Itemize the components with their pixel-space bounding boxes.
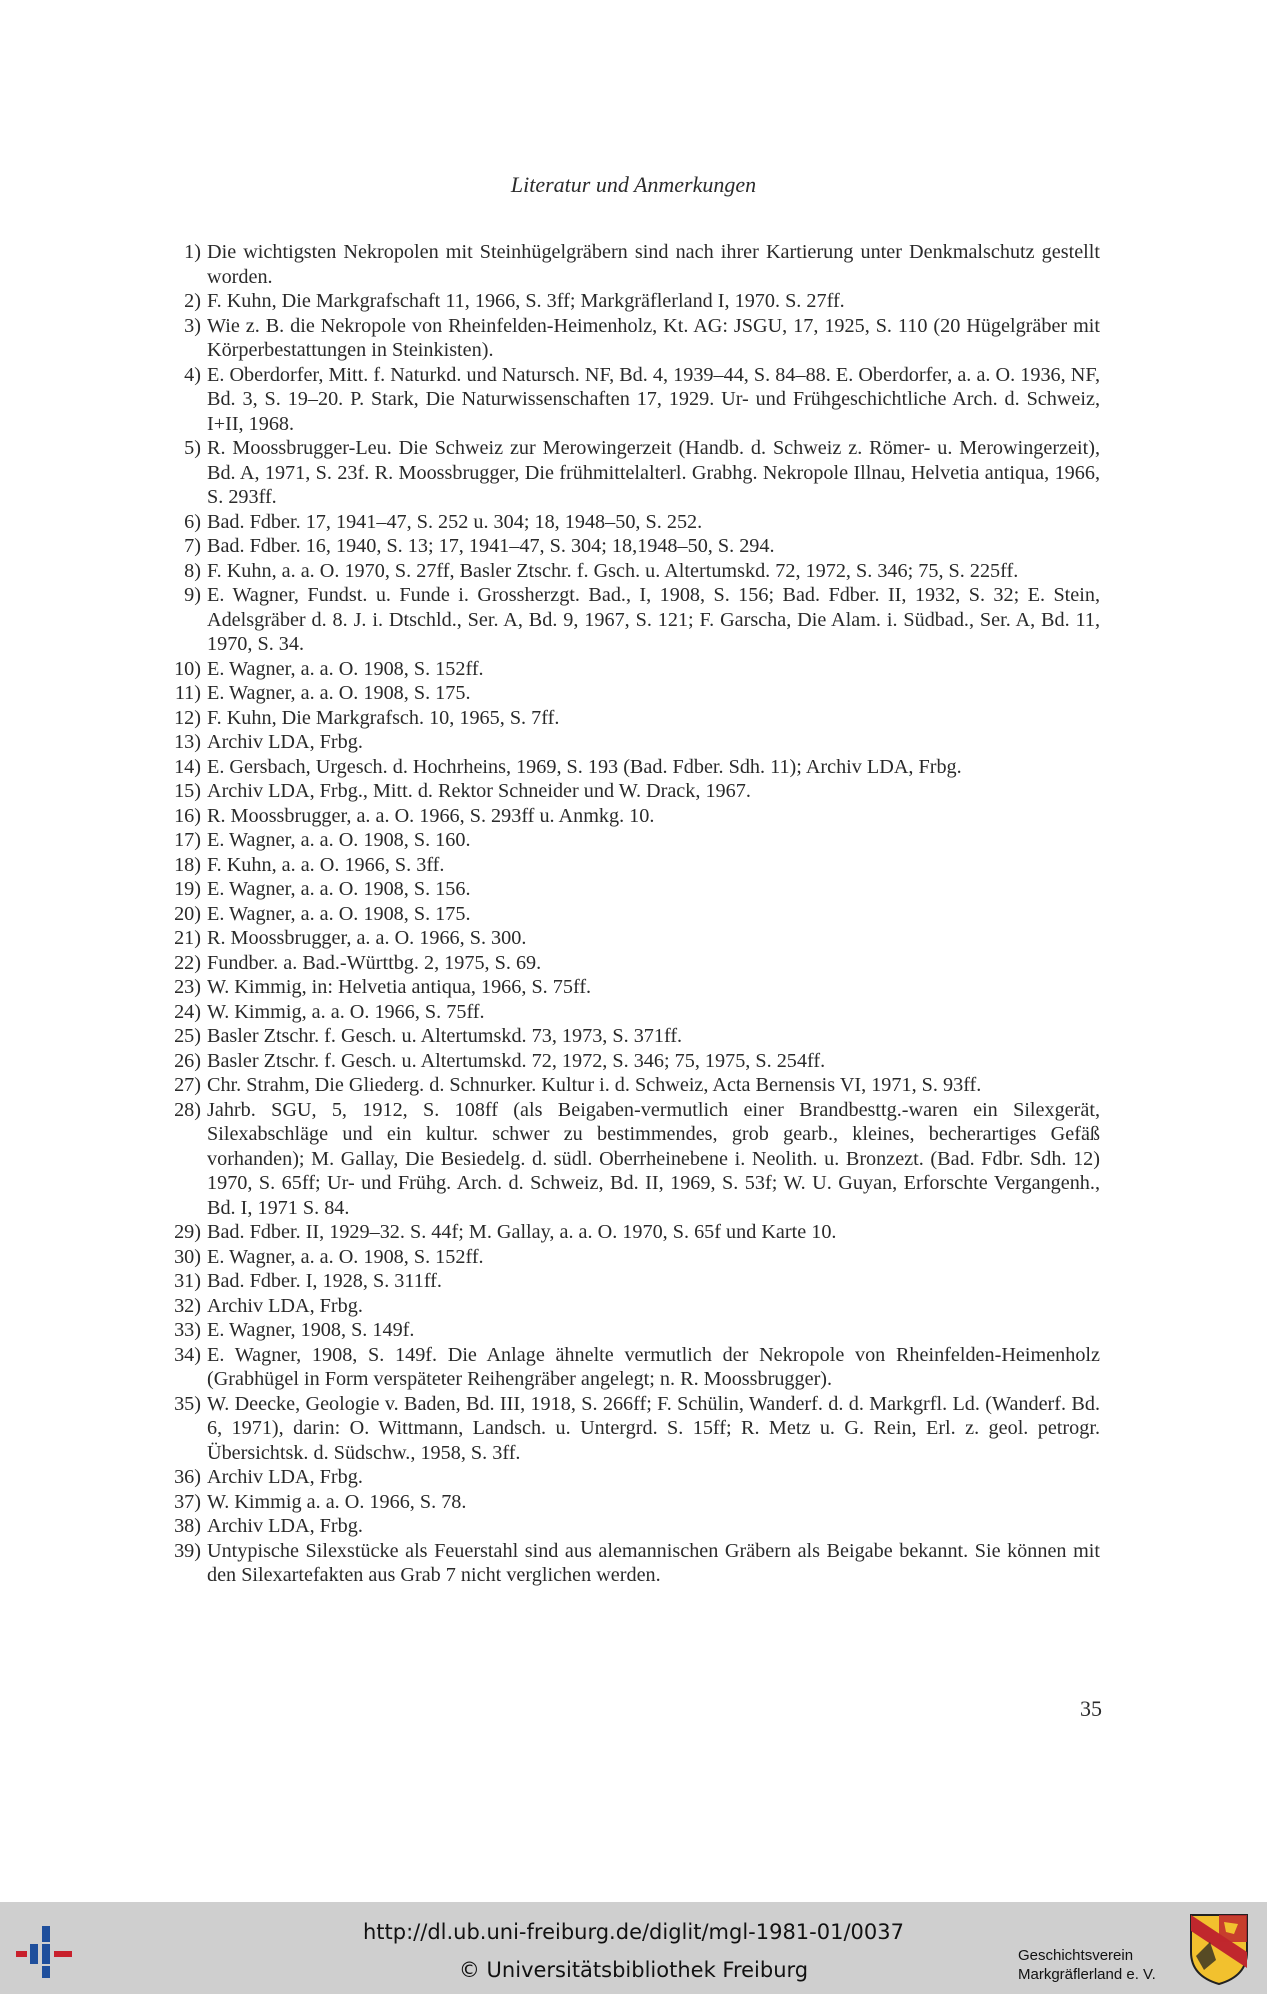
running-head: Literatur und Anmerkungen [510, 172, 757, 197]
note-text: R. Moossbrugger-Leu. Die Schweiz zur Merowingerzeit (Handb. d. Schweiz z. Römer- u. Merowingerzeit), Bd. A, 1971, S. 23f. R. Moossbrugger, Die frühmittelalterl. Grabhg. Nekropole Illnau, Helvetia antiqua, 1966, S. 293ff. [207, 437, 1100, 508]
note-text: R. Moossbrugger, a. a. O. 1966, S. 293ff u. Anmkg. 10. [207, 804, 655, 827]
page-number: 35 [1080, 1696, 1102, 1721]
copyright-notice: © Universitätsbibliothek Freiburg [458, 1958, 809, 1982]
note-item [160, 1049, 1100, 1074]
note-text: E. Wagner, Fundst. u. Funde i. Grossherzgt. Bad., I, 1908, S. 156; Bad. Fdber. II, 1932, S. 32; E. Stein, Adelsgräber d. 8. J. i. Dtschld., Ser. A, Bd. 9, 1967, S. 121; F. Garscha, Die Alam. i. Südbad., Ser. A, Bd. 11, 1970, S. 34. [207, 584, 1100, 655]
note-text: W. Kimmig, a. a. O. 1966, S. 75ff. [207, 1000, 485, 1023]
note-number: 24) [174, 1000, 201, 1023]
note-number: 18) [174, 853, 201, 876]
note-item [160, 559, 1100, 584]
note-number: 23) [174, 976, 201, 998]
note-text: Bad. Fdber. 16, 1940, S. 13; 17, 1941–47, S. 304; 18,1948–50, S. 294. [207, 535, 775, 557]
note-item [160, 1073, 1100, 1098]
note-item [160, 436, 1100, 510]
note-text: E. Oberdorfer, Mitt. f. Naturkd. und Natursch. NF, Bd. 4, 1939–44, S. 84–88. E. Oberdorfer, a. a. O. 1936, NF, Bd. 3, S. 19–20. P. Stark, Die Naturwissenschaften 17, 1929. Ur- und Frühgeschichtliche Arch. d. Schweiz, I+II, 1968. [207, 363, 1100, 435]
note-item [160, 1539, 1100, 1588]
note-number: 30) [174, 1245, 201, 1268]
note-number: 37) [174, 1490, 201, 1513]
note-item [160, 681, 1100, 706]
note-text: R. Moossbrugger, a. a. O. 1966, S. 300. [207, 927, 527, 949]
note-text: Basler Ztschr. f. Gesch. u. Altertumskd. 73, 1973, S. 371ff. [207, 1025, 683, 1047]
note-number: 29) [174, 1221, 201, 1243]
note-item [160, 1220, 1100, 1245]
note-number: 16) [174, 804, 201, 827]
note-number: 2) [184, 290, 201, 312]
note-item [160, 730, 1100, 755]
note-item [160, 951, 1100, 976]
note-item [160, 1465, 1100, 1490]
note-number: 21) [174, 927, 201, 949]
note-text: E. Wagner, a. a. O. 1908, S. 175. [207, 682, 471, 704]
note-text: Wie z. B. die Nekropole von Rheinfelden-Heimenholz, Kt. AG: JSGU, 17, 1925, S. 110 (20 Hügelgräber mit Körperbestattungen in Steinkisten). [207, 314, 1100, 361]
society-name [1018, 1946, 1183, 1984]
note-item [160, 314, 1100, 363]
note-item [160, 583, 1100, 657]
note-text: W. Deecke, Geologie v. Baden, Bd. III, 1918, S. 266ff; F. Schülin, Wanderf. d. d. Markgrfl. Ld. (Wanderf. Bd. 6, 1971), darin: O. Wittmann, Landsch. u. Untergrd. S. 15ff; R. Metz u. G. Rein, Erl. z. geol. petrogr. Übersichtsk. d. Südschw., 1958, S. 3ff. [207, 1392, 1100, 1464]
note-text: E. Wagner, 1908, S. 149f. [207, 1319, 415, 1341]
note-text: Chr. Strahm, Die Gliederg. d. Schnurker. Kultur i. d. Schweiz, Acta Bernensis VI, 1971, S. 93ff. [207, 1074, 982, 1096]
note-text: Untypische Silexstücke als Feuerstahl sind aus alemannischen Gräbern als Beigabe bekannt. Sie können mit den Silexartefakten aus Grab 7 nicht verglichen werden. [207, 1539, 1100, 1586]
note-text: W. Kimmig a. a. O. 1966, S. 78. [207, 1490, 467, 1513]
note-number: 20) [174, 902, 201, 925]
note-number: 13) [174, 731, 201, 753]
coat-of-arms-icon [1188, 1912, 1250, 1986]
note-item [160, 755, 1100, 780]
note-item [160, 828, 1100, 853]
note-item [160, 657, 1100, 682]
note-item [160, 1392, 1100, 1466]
note-number: 27) [174, 1074, 201, 1096]
note-text: E. Gersbach, Urgesch. d. Hochrheins, 1969, S. 193 (Bad. Fdber. Sdh. 11); Archiv LDA, Frbg. [207, 755, 962, 778]
note-item [160, 289, 1100, 314]
note-number: 9) [184, 584, 201, 606]
note-item [160, 877, 1100, 902]
note-number: 25) [174, 1025, 201, 1047]
note-number: 14) [174, 755, 201, 778]
note-item [160, 975, 1100, 1000]
note-item [160, 1024, 1100, 1049]
note-text: E. Wagner, a. a. O. 1908, S. 152ff. [207, 1245, 484, 1268]
note-number: 1) [184, 241, 201, 263]
note-text: Bad. Fdber. 17, 1941–47, S. 252 u. 304; 18, 1948–50, S. 252. [207, 510, 703, 533]
note-item [160, 363, 1100, 437]
note-item [160, 804, 1100, 829]
note-text: Archiv LDA, Frbg., Mitt. d. Rektor Schneider und W. Drack, 1967. [207, 780, 751, 802]
note-text: E. Wagner, 1908, S. 149f. Die Anlage ähnelte vermutlich der Nekropole von Rheinfelden-Heimenholz (Grabhügel in Form verspäteter Reihengräber angelegt; n. R. Moossbrugger). [207, 1343, 1100, 1390]
note-number: 3) [184, 314, 201, 337]
note-text: Archiv LDA, Frbg. [207, 731, 363, 753]
note-item [160, 240, 1100, 289]
note-number: 7) [184, 535, 201, 557]
note-number: 38) [174, 1515, 201, 1537]
note-number: 19) [174, 878, 201, 900]
note-number: 22) [174, 951, 201, 974]
note-number: 31) [174, 1270, 201, 1292]
note-number: 6) [184, 510, 201, 533]
note-number: 17) [174, 829, 201, 851]
note-item [160, 1514, 1100, 1539]
society-line-1: Geschichtsverein [1018, 1947, 1134, 1964]
note-item [160, 1294, 1100, 1319]
note-number: 12) [174, 706, 201, 729]
note-number: 39) [174, 1539, 201, 1562]
note-text: E. Wagner, a. a. O. 1908, S. 156. [207, 878, 471, 900]
note-text: W. Kimmig, in: Helvetia antiqua, 1966, S. 75ff. [207, 976, 592, 998]
note-text: F. Kuhn, a. a. O. 1966, S. 3ff. [207, 853, 445, 876]
note-number: 26) [174, 1049, 201, 1072]
note-number: 32) [174, 1294, 201, 1317]
note-text: Archiv LDA, Frbg. [207, 1294, 363, 1317]
footer-bar [0, 1902, 1267, 1994]
note-text: F. Kuhn, Die Markgrafschaft 11, 1966, S. 3ff; Markgräflerland I, 1970. S. 27ff. [207, 290, 845, 312]
note-item [160, 926, 1100, 951]
note-text: Archiv LDA, Frbg. [207, 1466, 363, 1488]
note-item [160, 1490, 1100, 1515]
note-text: Bad. Fdber. II, 1929–32. S. 44f; M. Gallay, a. a. O. 1970, S. 65f und Karte 10. [207, 1221, 837, 1243]
note-item [160, 1000, 1100, 1025]
society-line-2: Markgräflerland e. V. [1018, 1966, 1156, 1983]
note-number: 5) [184, 437, 201, 459]
note-item [160, 534, 1100, 559]
note-text: Archiv LDA, Frbg. [207, 1515, 363, 1537]
note-item [160, 1318, 1100, 1343]
note-number: 33) [174, 1319, 201, 1341]
note-text: F. Kuhn, a. a. O. 1970, S. 27ff, Basler Ztschr. f. Gsch. u. Altertumskd. 72, 1972, S. 346; 75, S. 225ff. [207, 559, 1019, 582]
note-text: Fundber. a. Bad.-Württbg. 2, 1975, S. 69. [207, 951, 542, 974]
note-number: 8) [184, 559, 201, 582]
notes-list [160, 240, 1100, 1588]
note-text: Basler Ztschr. f. Gesch. u. Altertumskd. 72, 1972, S. 346; 75, 1975, S. 254ff. [207, 1049, 826, 1072]
note-text: Die wichtigsten Nekropolen mit Steinhügelgräbern sind nach ihrer Kartierung unter Denkmalschutz gestellt worden. [207, 241, 1100, 288]
note-number: 11) [174, 682, 201, 704]
source-url-link[interactable]: http://dl.ub.uni-freiburg.de/diglit/mgl-1981-01/0037 [362, 1920, 904, 1944]
note-text: E. Wagner, a. a. O. 1908, S. 160. [207, 829, 471, 851]
note-item [160, 1343, 1100, 1392]
note-number: 15) [174, 780, 201, 802]
note-item [160, 706, 1100, 731]
note-item [160, 1269, 1100, 1294]
note-item [160, 1245, 1100, 1270]
note-number: 36) [174, 1466, 201, 1488]
note-item [160, 902, 1100, 927]
note-text: Jahrb. SGU, 5, 1912, S. 108ff (als Beigaben-vermutlich einer Brandbesttg.-waren ein Silexgerät, Silexabschläge und ein kultur. schwer zu bestimmendes, grob gearb., kleines, becherartiges Gefäß vorhanden); M. Gallay, Die Besiedelg. d. südl. Oberrheinebene i. Neolith. u. Bronzezt. (Bad. Fdbr. Sdh. 12) 1970, S. 65ff; Ur- und Frühg. Arch. d. Schweiz, Bd. II, 1969, S. 53f; W. U. Guyan, Erforschte Vergangenh., Bd. I, 1971 S. 84. [207, 1098, 1100, 1219]
note-item [160, 779, 1100, 804]
note-text: E. Wagner, a. a. O. 1908, S. 152ff. [207, 657, 484, 680]
note-text: E. Wagner, a. a. O. 1908, S. 175. [207, 902, 471, 925]
note-text: F. Kuhn, Die Markgrafsch. 10, 1965, S. 7ff. [207, 706, 560, 729]
note-number: 35) [174, 1392, 201, 1415]
note-item [160, 853, 1100, 878]
note-text: Bad. Fdber. I, 1928, S. 311ff. [207, 1270, 442, 1292]
note-number: 34) [174, 1343, 201, 1366]
note-number: 10) [174, 657, 201, 680]
note-item [160, 1098, 1100, 1221]
note-number: 4) [184, 363, 201, 386]
note-item [160, 510, 1100, 535]
note-number: 28) [174, 1098, 201, 1121]
